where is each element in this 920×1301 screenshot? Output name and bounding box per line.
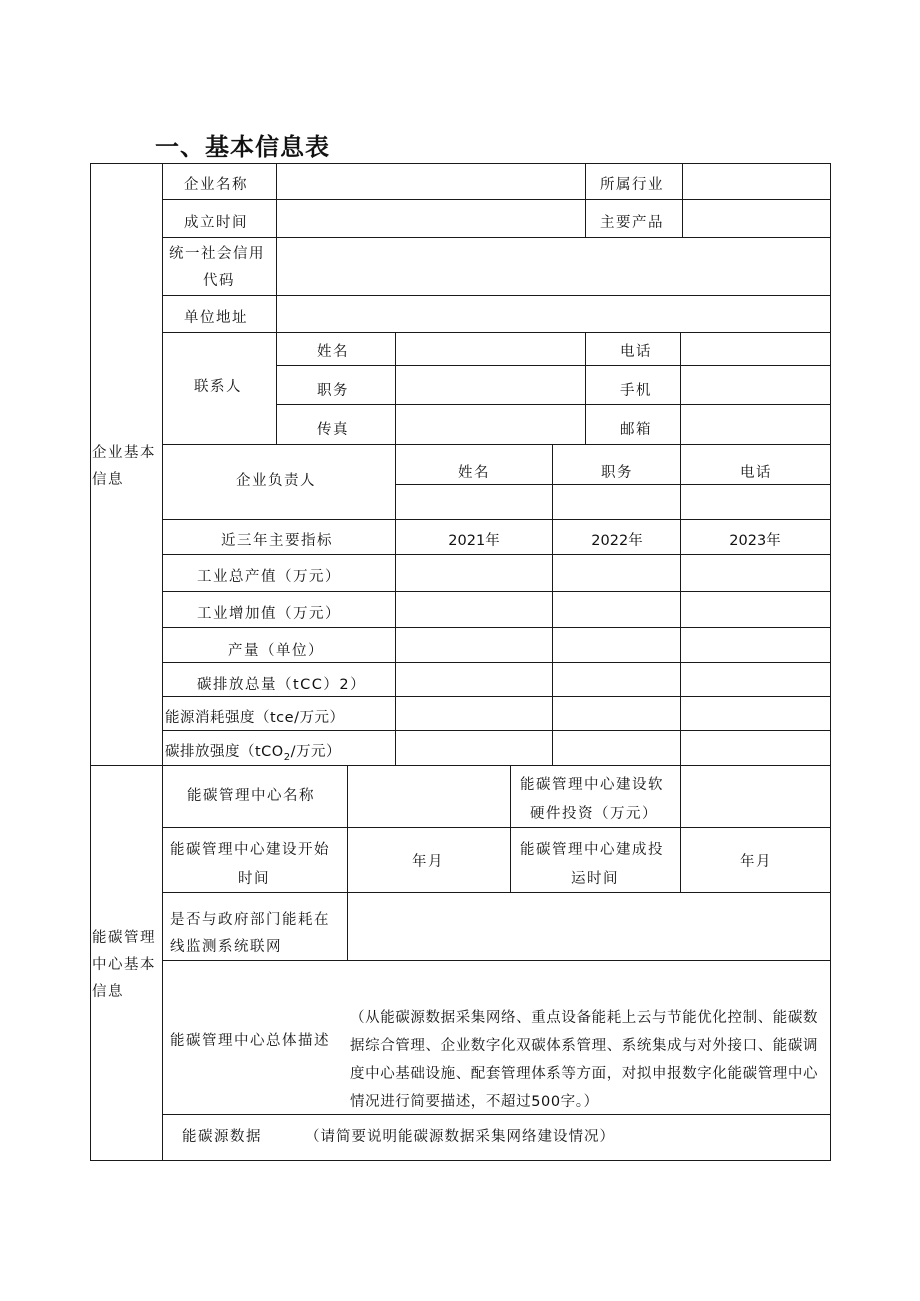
section1-title: 企业基本 — [92, 445, 156, 461]
section2-title: 信息 — [92, 984, 124, 1000]
table-border — [162, 237, 831, 238]
table-border — [276, 365, 831, 366]
operation-time-label: 能碳管理中心建成投 — [520, 842, 664, 858]
indicator-row-label: 碳排放总量（tCC）2） — [197, 677, 367, 693]
industry-label: 所属行业 — [600, 177, 664, 193]
overall-desc-label: 能碳管理中心总体描述 — [170, 1033, 330, 1049]
leader-name-label: 姓名 — [458, 465, 490, 481]
investment-label: 能碳管理中心建设软 — [520, 777, 664, 793]
section2-title: 中心基本 — [92, 957, 156, 973]
contact-fax-label: 传真 — [317, 422, 349, 438]
section1-title: 信息 — [92, 472, 124, 488]
company-name-label: 企业名称 — [184, 177, 248, 193]
table-border — [347, 765, 348, 960]
investment-label: 硬件投资（万元） — [530, 806, 658, 822]
table-border — [162, 332, 831, 333]
indicator-row-label: 产量（单位） — [228, 643, 324, 659]
table-border — [395, 332, 396, 765]
contact-email-label: 邮箱 — [620, 422, 652, 438]
basic-info-form — [90, 163, 831, 1161]
contact-label: 联系人 — [194, 379, 242, 395]
table-border — [830, 163, 831, 1161]
table-border — [162, 827, 831, 828]
center-name-label: 能碳管理中心名称 — [187, 788, 315, 804]
leader-position-label: 职务 — [601, 465, 633, 481]
section2-title: 能碳管理 — [92, 930, 156, 946]
address-label: 单位地址 — [184, 310, 248, 326]
leader-label: 企业负责人 — [236, 473, 316, 489]
start-time-value: 年月 — [412, 854, 444, 870]
page-title: 一、基本信息表 — [155, 133, 330, 161]
contact-name-label: 姓名 — [317, 344, 349, 360]
year-header: 2022年 — [591, 533, 643, 549]
table-border — [276, 163, 277, 444]
energy-source-text: （请简要说明能碳源数据采集网络建设情况） — [305, 1129, 615, 1145]
table-border — [680, 444, 681, 765]
leader-phone-label: 电话 — [740, 465, 772, 481]
overall-desc-text: （从能碳源数据采集网络、重点设备能耗上云与节能优化控制、能碳数据综合管理、企业数字化双碳体系管理、系统集成与对外接口、能碳调度中心基础设施、配套管理体系等方面，对拟申报数字化能碳管理中心情况进行简要描述，不超过500字。） — [350, 1010, 819, 1110]
table-border — [162, 519, 831, 520]
credit-code-label: 统一社会信用 — [169, 246, 265, 262]
carbon-intensity-label: 碳排放强度（tCO$_2$/万元） — [165, 744, 341, 763]
table-border — [585, 163, 586, 237]
year-header: 2021年 — [448, 533, 500, 549]
table-border — [162, 295, 831, 296]
start-time-label: 能碳管理中心建设开始 — [170, 842, 330, 858]
credit-code-label: 代码 — [203, 273, 235, 289]
operation-time-value: 年月 — [740, 854, 772, 870]
year-header: 2023年 — [729, 533, 781, 549]
table-border — [682, 163, 683, 237]
contact-mobile-label: 手机 — [620, 383, 652, 399]
contact-phone-label: 电话 — [620, 344, 652, 360]
founded-label: 成立时间 — [184, 215, 248, 231]
table-border — [552, 444, 553, 765]
indicator-row-label: 工业增加值（万元） — [197, 606, 341, 622]
gov-link-label: 线监测系统联网 — [170, 939, 282, 955]
table-border — [276, 404, 831, 405]
table-border — [90, 1160, 831, 1161]
table-border — [162, 199, 831, 200]
table-border — [90, 163, 831, 164]
table-border — [162, 163, 163, 1161]
gov-link-label: 是否与政府部门能耗在 — [170, 912, 330, 928]
indicator-row-label: 工业总产值（万元） — [197, 569, 341, 585]
table-border — [585, 332, 586, 444]
indicators-label: 近三年主要指标 — [221, 533, 333, 549]
operation-time-label: 运时间 — [571, 871, 619, 887]
energy-source-label: 能碳源数据 — [182, 1129, 262, 1145]
table-border — [510, 765, 511, 892]
table-border — [90, 163, 91, 1161]
indicator-row-label: 能源消耗强度（tce/万元） — [165, 710, 345, 726]
start-time-label: 时间 — [238, 871, 270, 887]
table-border — [162, 444, 831, 445]
table-border — [680, 765, 681, 892]
contact-position-label: 职务 — [317, 383, 349, 399]
table-border — [680, 332, 681, 444]
main-product-label: 主要产品 — [600, 215, 664, 231]
